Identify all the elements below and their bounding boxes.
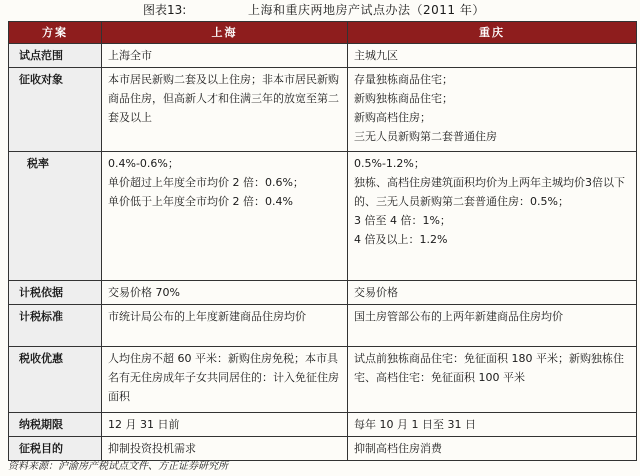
row-label: 税收优惠	[9, 347, 102, 413]
figure-number: 图表13:	[143, 3, 187, 17]
chongqing-cell: 国土房管部公布的上两年新建商品住房均价	[348, 305, 637, 347]
shanghai-cell: 0.4%-0.6%； 单价超过上年度全市均价 2 倍：0.6%； 单价低于上年度全市均价 2 倍：0.4%	[102, 152, 348, 281]
table-row	[9, 44, 637, 68]
header-shanghai: 上海	[102, 22, 348, 44]
chongqing-cell: 每年 10 月 1 日至 31 日	[348, 413, 637, 437]
shanghai-cell: 人均住房不超 60 平米：新购住房免税；本市具名有无住房成年子女共同居住的：计入免征住房面积	[102, 347, 348, 413]
shanghai-cell: 本市居民新购二套及以上住房；非本市居民新购商品住房，但高新人才和住满三年的放宽至第二套及以上	[102, 68, 348, 152]
source-note: 资料来源：沪渝房产税试点文件、方正证券研究所	[8, 461, 228, 472]
shanghai-cell: 交易价格 70%	[102, 281, 348, 305]
shanghai-cell: 12 月 31 日前	[102, 413, 348, 437]
chongqing-cell: 交易价格	[348, 281, 637, 305]
row-label: 试点范围	[9, 44, 102, 68]
row-label: 计税标准	[9, 305, 102, 347]
table-header-row	[9, 22, 637, 44]
shanghai-cell: 市统计局公布的上年度新建商品住房均价	[102, 305, 348, 347]
table-row	[9, 437, 637, 461]
row-label: 税率	[9, 152, 102, 281]
table-row	[9, 305, 637, 347]
figure-title: 上海和重庆两地房产试点办法（2011 年）	[248, 3, 485, 17]
header-scheme: 方案	[9, 22, 102, 44]
table-row	[9, 347, 637, 413]
chongqing-cell: 试点前独栋商品住宅：免征面积 180 平米；新购独栋住宅、高档住宅：免征面积 100 平米	[348, 347, 637, 413]
row-label: 征收对象	[9, 68, 102, 152]
table-row	[9, 281, 637, 305]
chongqing-cell: 抑制高档住房消费	[348, 437, 637, 461]
table-row	[9, 68, 637, 152]
shanghai-cell: 上海全市	[102, 44, 348, 68]
chongqing-cell: 存量独栋商品住宅； 新购独栋商品住宅； 新购高档住房； 三无人员新购第二套普通住房	[348, 68, 637, 152]
comparison-table	[8, 21, 637, 461]
chongqing-cell: 0.5%-1.2%； 独栋、高档住房建筑面积均价为上两年主城均价3倍以下的、三无人员新购第二套普通住房：0.5%； 3 倍至 4 倍：1%； 4 倍及以上：1.2%	[348, 152, 637, 281]
table-row	[9, 152, 637, 281]
chongqing-cell: 主城九区	[348, 44, 637, 68]
table-row	[9, 413, 637, 437]
shanghai-cell: 抑制投资投机需求	[102, 437, 348, 461]
row-label: 计税依据	[9, 281, 102, 305]
row-label: 纳税期限	[9, 413, 102, 437]
row-label: 征税目的	[9, 437, 102, 461]
figure-caption	[0, 0, 640, 20]
header-chongqing: 重庆	[348, 22, 637, 44]
